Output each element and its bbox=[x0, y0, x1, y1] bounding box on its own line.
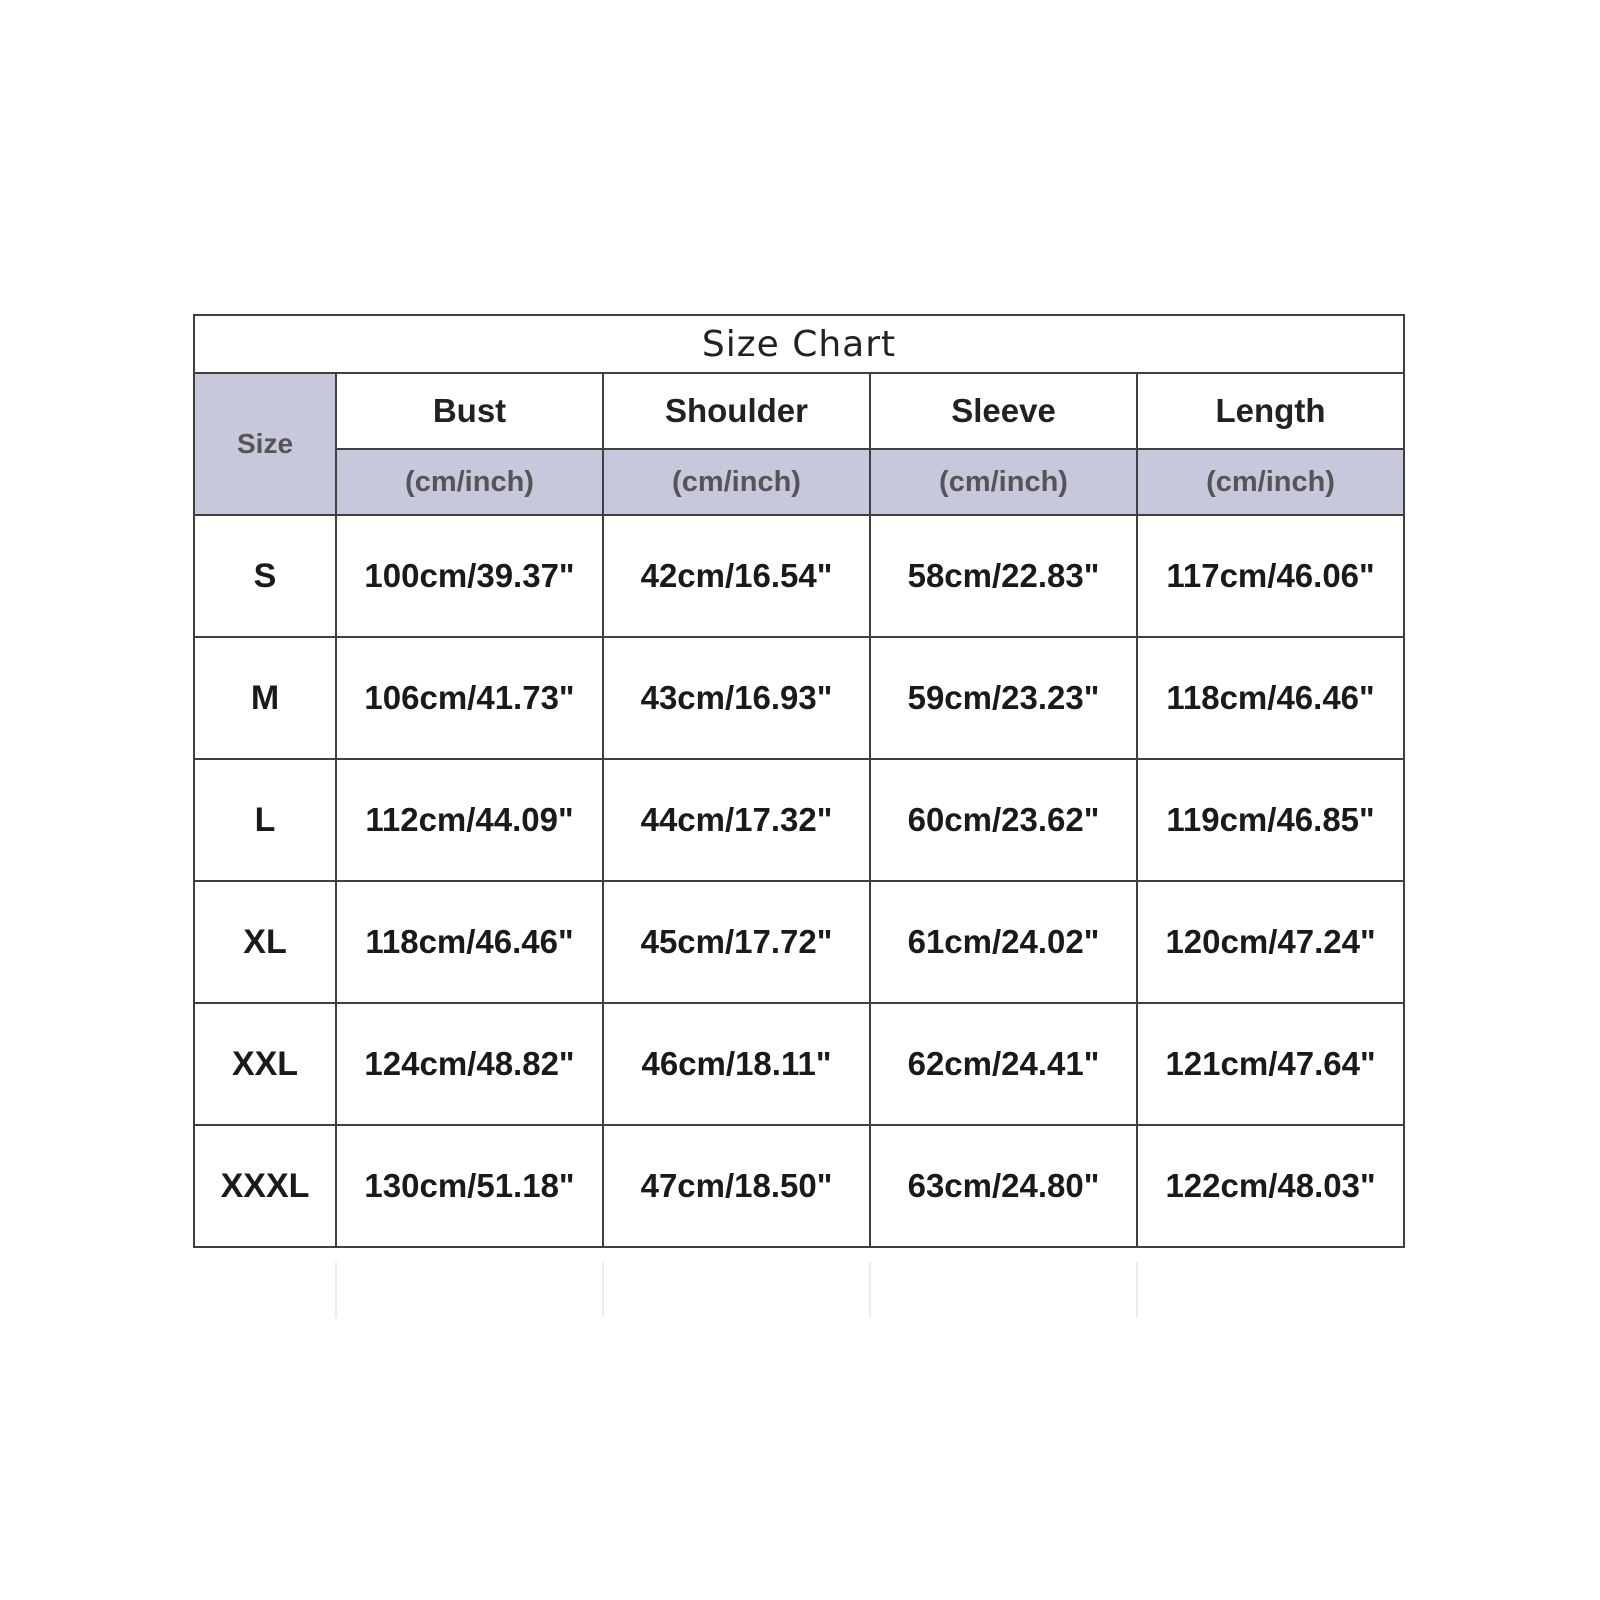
sleeve-cell: 59cm/23.23" bbox=[870, 637, 1137, 759]
length-cell: 122cm/48.03" bbox=[1137, 1125, 1404, 1247]
size-cell: XXXL bbox=[194, 1125, 336, 1247]
bust-cell: 112cm/44.09" bbox=[336, 759, 603, 881]
sleeve-cell: 60cm/23.62" bbox=[870, 759, 1137, 881]
chart-title: Size Chart bbox=[194, 315, 1404, 373]
size-cell: XL bbox=[194, 881, 336, 1003]
sleeve-cell: 63cm/24.80" bbox=[870, 1125, 1137, 1247]
bust-cell: 106cm/41.73" bbox=[336, 637, 603, 759]
table-row bbox=[194, 759, 1404, 881]
length-cell: 119cm/46.85" bbox=[1137, 759, 1404, 881]
length-cell: 118cm/46.46" bbox=[1137, 637, 1404, 759]
table-row bbox=[194, 881, 1404, 1003]
sleeve-cell: 61cm/24.02" bbox=[870, 881, 1137, 1003]
shoulder-cell: 42cm/16.54" bbox=[603, 515, 870, 637]
length-column-header: Length bbox=[1137, 373, 1404, 449]
bust-cell: 118cm/46.46" bbox=[336, 881, 603, 1003]
shoulder-cell: 46cm/18.11" bbox=[603, 1003, 870, 1125]
bust-cell: 130cm/51.18" bbox=[336, 1125, 603, 1247]
bust-cell: 124cm/48.82" bbox=[336, 1003, 603, 1125]
shoulder-column-header: Shoulder bbox=[603, 373, 870, 449]
sleeve-unit-label: (cm/inch) bbox=[870, 449, 1137, 515]
faint-column-line bbox=[1136, 1262, 1138, 1318]
faint-column-line bbox=[602, 1262, 604, 1318]
sleeve-cell: 58cm/22.83" bbox=[870, 515, 1137, 637]
shoulder-cell: 43cm/16.93" bbox=[603, 637, 870, 759]
bust-column-header: Bust bbox=[336, 373, 603, 449]
bust-cell: 100cm/39.37" bbox=[336, 515, 603, 637]
table-row bbox=[194, 1125, 1404, 1247]
table-row bbox=[194, 515, 1404, 637]
length-cell: 121cm/47.64" bbox=[1137, 1003, 1404, 1125]
shoulder-cell: 47cm/18.50" bbox=[603, 1125, 870, 1247]
sleeve-cell: 62cm/24.41" bbox=[870, 1003, 1137, 1125]
title-row bbox=[194, 315, 1404, 373]
size-cell: S bbox=[194, 515, 336, 637]
size-chart-table bbox=[193, 314, 1405, 1248]
bust-unit-label: (cm/inch) bbox=[336, 449, 603, 515]
unit-header-row bbox=[194, 449, 1404, 515]
size-cell: XXL bbox=[194, 1003, 336, 1125]
length-cell: 117cm/46.06" bbox=[1137, 515, 1404, 637]
column-header-row bbox=[194, 373, 1404, 449]
faint-column-line bbox=[869, 1262, 871, 1318]
size-cell: L bbox=[194, 759, 336, 881]
size-cell: M bbox=[194, 637, 336, 759]
length-unit-label: (cm/inch) bbox=[1137, 449, 1404, 515]
table-row bbox=[194, 637, 1404, 759]
table-row bbox=[194, 1003, 1404, 1125]
faint-column-line bbox=[335, 1262, 337, 1318]
shoulder-cell: 44cm/17.32" bbox=[603, 759, 870, 881]
length-cell: 120cm/47.24" bbox=[1137, 881, 1404, 1003]
size-column-header: Size bbox=[194, 373, 336, 515]
sleeve-column-header: Sleeve bbox=[870, 373, 1137, 449]
shoulder-cell: 45cm/17.72" bbox=[603, 881, 870, 1003]
shoulder-unit-label: (cm/inch) bbox=[603, 449, 870, 515]
